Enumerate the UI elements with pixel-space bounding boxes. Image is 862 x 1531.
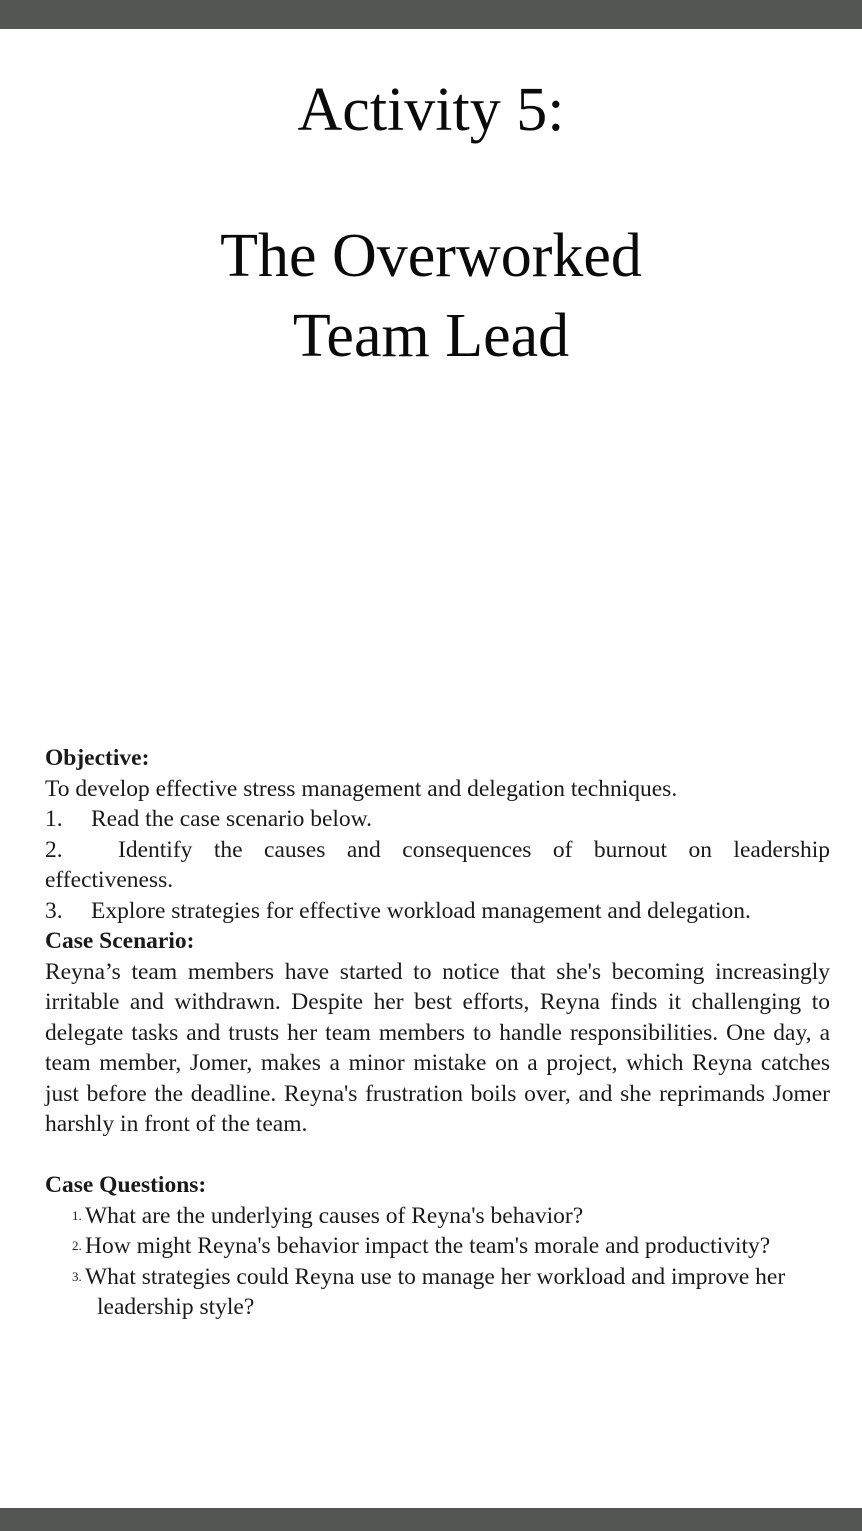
- question-number: 3.: [72, 1268, 82, 1284]
- question-number: 1.: [72, 1207, 82, 1223]
- step-text: Read the case scenario below.: [91, 806, 373, 832]
- activity-title-line-2: Team Lead: [292, 302, 570, 370]
- question-text: What are the underlying causes of Reyna's behavior?: [85, 1202, 584, 1229]
- question-text: What strategies could Reyna use to manage her workload and improve her leadership style?: [85, 1263, 786, 1320]
- case-questions-heading: Case Questions:: [45, 1172, 207, 1198]
- objective-step: [45, 835, 830, 896]
- case-scenario-heading: Case Scenario:: [45, 928, 195, 954]
- case-question: [45, 1231, 830, 1262]
- objective-step: [45, 896, 830, 927]
- case-questions-list: [45, 1201, 830, 1323]
- document-body: [45, 743, 830, 1323]
- objective-heading: Objective:: [45, 745, 150, 771]
- step-text: Explore strategies for effective workload management and delegation.: [91, 897, 751, 924]
- case-question: [45, 1201, 830, 1232]
- step-number: 3.: [45, 897, 63, 924]
- activity-title-line-1: The Overworked: [220, 222, 642, 290]
- question-text: How might Reyna's behavior impact the team's morale and productivity?: [85, 1233, 771, 1259]
- case-scenario-body: Reyna’s team members have started to notice that she's becoming increasingly irritable and withdrawn. Despite her best efforts, Reyna finds it challenging to delegate tasks and trusts her team members to handle responsibilities. One day, a team member, Jomer, makes a minor mistake on a project, which Reyna catches just before the deadline. Reyna's frustration boils over, and she reprimands Jomer harshly in front of the team.: [45, 958, 830, 1137]
- step-number: 2.: [45, 836, 63, 863]
- objective-intro: To develop effective stress management and delegation techniques.: [45, 775, 678, 802]
- case-question: [45, 1262, 830, 1323]
- activity-number-title: Activity 5:: [297, 76, 565, 144]
- objective-step: [45, 804, 830, 835]
- step-text: Identify the causes and consequences of burnout on leadership: [118, 836, 830, 863]
- question-number: 2.: [72, 1238, 82, 1253]
- bottom-bar: [0, 1508, 862, 1531]
- step-text-continued: effectiveness.: [45, 867, 174, 893]
- step-number: 1.: [45, 806, 63, 832]
- top-bar: [0, 0, 862, 29]
- title-block: [0, 70, 862, 376]
